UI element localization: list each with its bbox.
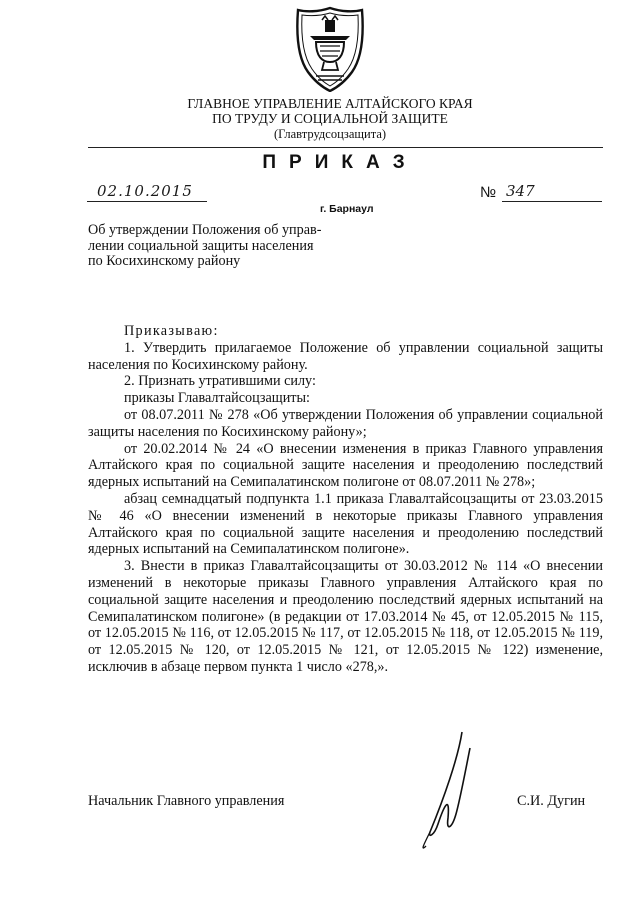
body-paragraph: от 20.02.2014 № 24 «О внесении изменения в приказ Главного управления Алтайского края по социальной защите населения и преодолению последствий ядерных испытаний на Семипалатинском полигоне от 08.07.2011 № 278»; bbox=[88, 440, 603, 491]
order-city: г. Барнаул bbox=[320, 203, 374, 215]
body-paragraph: приказы Главалтайсоцзащиты: bbox=[124, 390, 310, 407]
org-name-line2: ПО ТРУДУ И СОЦИАЛЬНОЙ ЗАЩИТЕ bbox=[212, 111, 448, 126]
order-date: 02.10.2015 bbox=[97, 182, 193, 200]
header-divider bbox=[88, 147, 603, 148]
signatory-title: Начальник Главного управления bbox=[88, 793, 285, 809]
subject-line: по Косихинскому району bbox=[88, 253, 241, 269]
order-title: ПРИКАЗ bbox=[262, 152, 418, 173]
handwritten-signature bbox=[400, 728, 510, 858]
body-paragraph: абзац семнадцатый подпункта 1.1 приказа Главалтайсоцзащиты от 23.03.2015 № 46 «О внесении изменений в некоторые приказы Главного управления Алтайского края по социальной защите населения и преодолению последствий ядерных испытаний на Семипалатинском полигоне». bbox=[88, 490, 603, 558]
order-number-field bbox=[502, 181, 602, 202]
body-lead: Приказываю: bbox=[124, 323, 219, 339]
order-subject bbox=[88, 223, 348, 270]
altai-krai-coat-of-arms-icon bbox=[292, 6, 368, 92]
body-paragraph: 1. Утвердить прилагаемое Положение об управлении социальной защиты населения по Косихинскому району. bbox=[88, 339, 603, 373]
body-paragraph: 3. Внести в приказ Главалтайсоцзащиты от 30.03.2012 № 114 «О внесении изменений в некоторые приказы Главного управления Алтайского края по социальной защите населения и преодолению последствий ядерных испытаний на Семипалатинском полигоне» (в редакции от 17.03.2014 № 45, от 12.05.2015 № 115, от 12.05.2015 № 116, от 12.05.2015 № 117, от 12.05.2015 № 118, от 12.05.2015 № 119, от 12.05.2015 № 120, от 12.05.2015 № 121, от 12.05.2015 № 122) изменение, исключив в абзаце первом пункта 1 число «278,». bbox=[88, 558, 603, 675]
body-paragraph: 2. Признать утратившими силу: bbox=[124, 373, 316, 390]
order-date-field bbox=[87, 181, 207, 202]
body-paragraph: от 08.07.2011 № 278 «Об утверждении Положения об управлении социальной защиты населения по Косихинскому району»; bbox=[88, 406, 603, 440]
order-number-label: № bbox=[480, 184, 497, 201]
order-body bbox=[88, 323, 603, 676]
subject-line: Об утверждении Положения об управ- bbox=[88, 222, 322, 238]
subject-line: лении социальной защиты населения bbox=[88, 237, 314, 254]
org-short-name: (Главтрудсоцзащита) bbox=[273, 127, 387, 141]
signatory-name: С.И. Дугин bbox=[517, 793, 586, 809]
order-number: 347 bbox=[506, 182, 535, 200]
org-name-line1: ГЛАВНОЕ УПРАВЛЕНИЕ АЛТАЙСКОГО КРАЯ bbox=[187, 96, 473, 111]
